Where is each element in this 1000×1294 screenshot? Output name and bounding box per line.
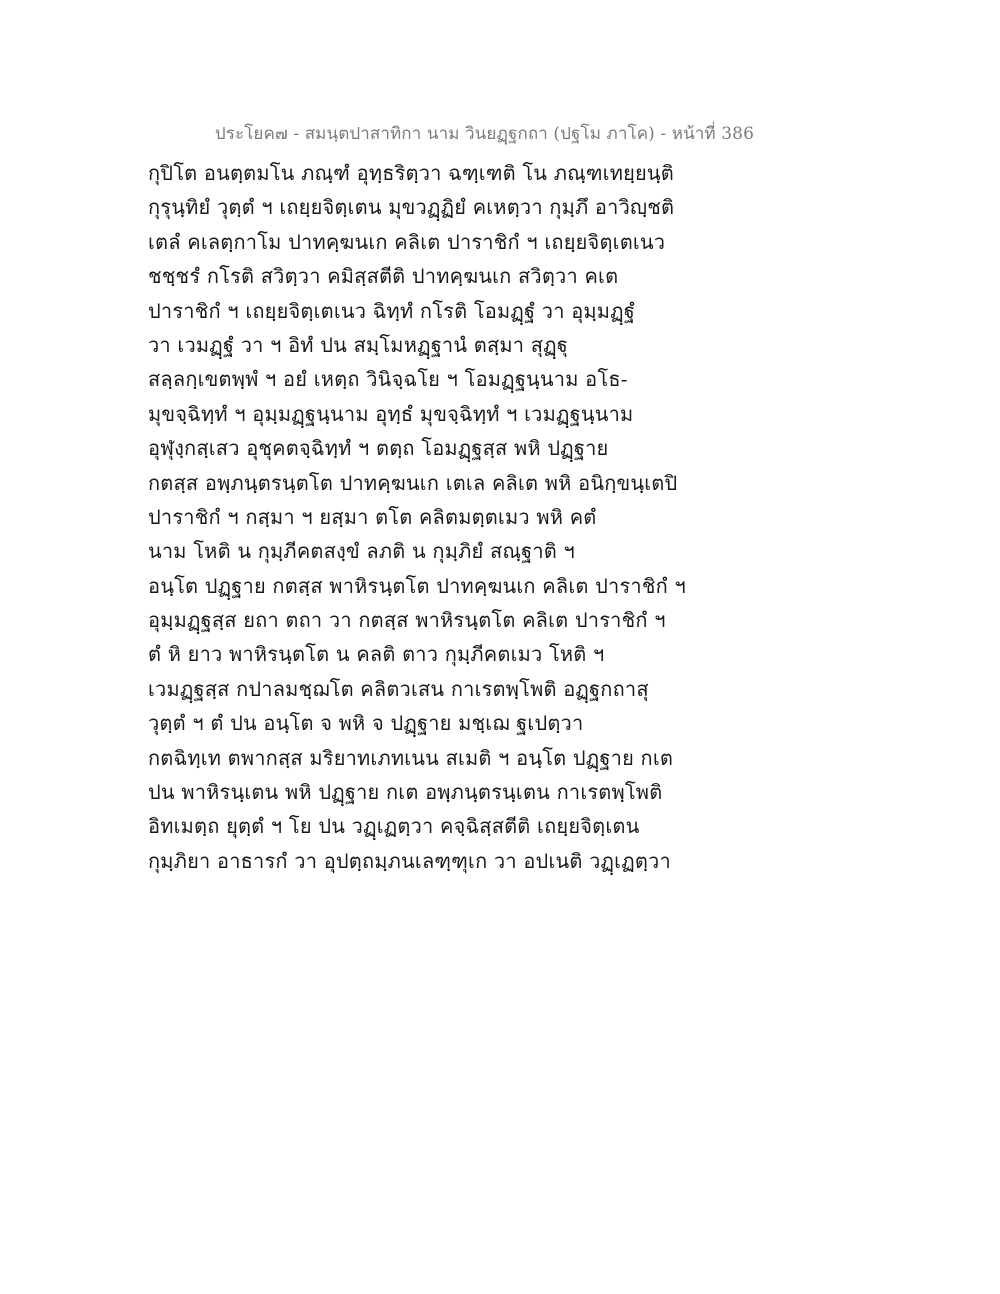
text-line: อุมฺมฏฺฐสฺส ยถา ตถา วา กตสฺส พาหิรนฺตโต คลิเต ปาราชิกํ ฯ [148, 608, 666, 633]
text-line: มุขจฺฉิทฺทํ ฯ อุมฺมฏฺฐนฺนาม อุทฺธํ มุขจฺฉิทฺทํ ฯ เวมฏฺฐนฺนาม [148, 401, 634, 426]
text-line: ปาราชิกํ ฯ เถยฺยจิตฺเตเนว ฉิทฺทํ กโรติ โอมฏฺฐํ วา อุมฺมฏฺฐํ [148, 298, 636, 323]
text-line: กุรุนฺทิยํ วุตฺตํ ฯ เถยฺยจิตฺเตน มุขวฏฺฏิยํ คเหตฺวา กุมฺภึ อาวิญฺชติ [148, 195, 675, 220]
text-line: กตฉิทฺเท ตพากสฺส มริยาทเภทเนน สเมติ ฯ อนฺโต ปฏฺฐาย กเต [148, 745, 674, 770]
text-line: กุปิโต อนตฺตมโน ภณฺฑํ อุทฺธริตฺวา ฉฑฺเฑติ โน ภณฺฑเทยฺยนฺติ [148, 161, 674, 185]
text-line: อุฬุงฺกสฺเสว อุชุคตจฺฉิทฺทํ ฯ ตตฺถ โอมฏฺฐสฺส พหิ ปฏฺฐาย [148, 436, 609, 461]
text-line: อิทเมตฺถ ยุตฺตํ ฯ โย ปน วฏฺเฏตฺวา คจฺฉิสฺสตีติ เถยฺยจิตฺเตน [148, 814, 640, 839]
text-line: กตสฺส อพฺภนฺตรนฺตโต ปาทคฺฆนเก เตเล คลิเต พหิ อนิกฺขนฺเตปิ [148, 470, 678, 495]
text-line: นาม โหติ น กุมฺภีคตสงฺขํ ลภติ น กุมฺภิยํ สณฺฐาติ ฯ [148, 539, 575, 564]
text-line: วุตฺตํ ฯ ตํ ปน อนฺโต จ พหิ จ ปฏฺฐาย มชฺเฌ ฐเปตฺวา [148, 711, 584, 736]
text-line: เตลํ คเลตฺกาโม ปาทคฺฆนเก คลิเต ปาราชิกํ ฯ เถยฺยจิตฺเตเนว [148, 229, 666, 254]
text-line: กุมฺภิยา อาธารกํ วา อุปตฺถมฺภนเลฑฺฑุเก วา อปเนติ วฏฺเฏตฺวา [148, 848, 671, 873]
text-line: เวมฏฺฐสฺส กปาลมชฺฌโต คลิตวเสน กาเรตพฺโพติ อฏฺฐกถาสุ [148, 676, 649, 701]
text-line: ชชฺชรํ กโรติ สวิตฺวา คมิสฺสตีติ ปาทคฺฆนเก สวิตฺวา คเต [148, 264, 619, 289]
text-line: สลฺลกฺเขตพฺพํ ฯ อยํ เหตฺถ วินิจฺฉโย ฯ โอมฏฺฐนฺนาม อโธ- [148, 367, 628, 392]
text-line: ตํ หิ ยาว พาหิรนฺตโต น คลติ ตาว กุมฺภีคตเมว โหติ ฯ [148, 642, 605, 667]
text-line: วา เวมฏฺฐํ วา ฯ อิทํ ปน สมฺโมหฏฺฐานํ ตสฺมา สุฏฺฐุ [148, 332, 569, 357]
text-line: ปาราชิกํ ฯ กสฺมา ฯ ยสฺมา ตโต คลิตมตฺตเมว พหิ คตํ [148, 504, 597, 529]
text-line: ปน พาหิรนฺเตน พหิ ปฏฺฐาย กเต อพฺภนฺตรนฺเตน กาเรตพฺโพติ [148, 780, 663, 805]
text-line: อนฺโต ปฏฺฐาย กตสฺส พาหิรนฺตโต ปาทคฺฆนเก คลิเต ปาราชิกํ ฯ [148, 573, 686, 598]
running-header: ประโยค๗ - สมนฺตปาสาทิกา นาม วินยฏฺฐกถา (ปฐโม ภาโค) - หน้าที่ 386 [214, 124, 754, 144]
body-text [148, 156, 708, 878]
